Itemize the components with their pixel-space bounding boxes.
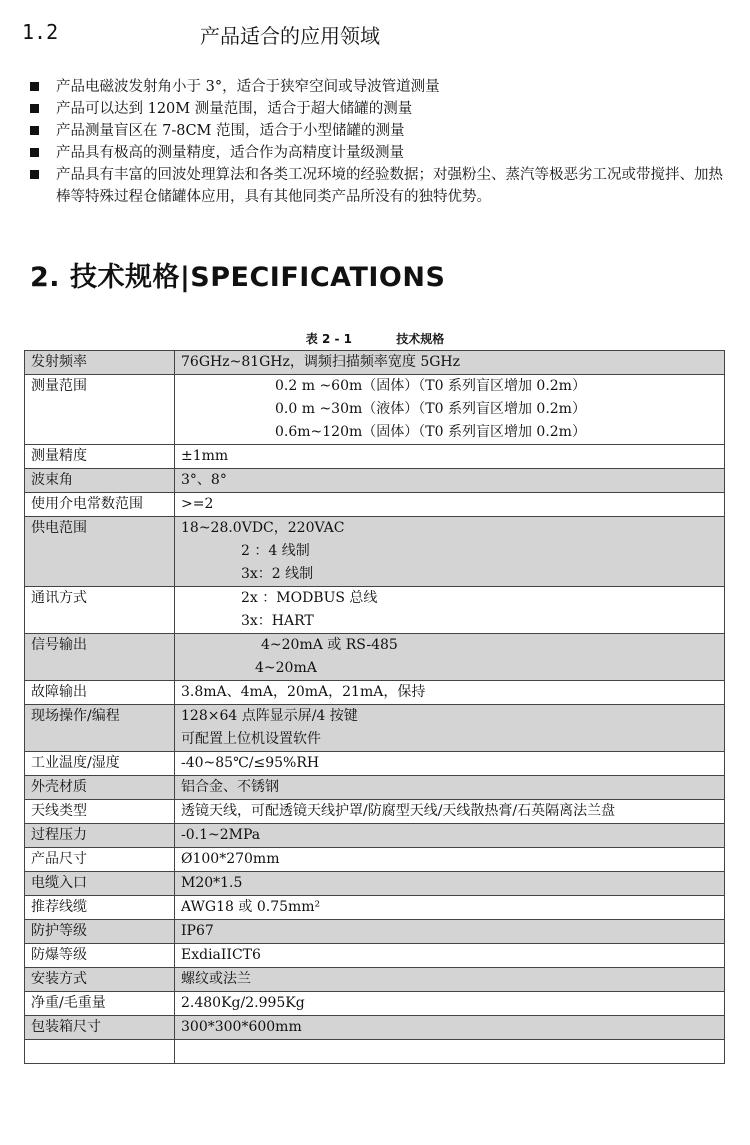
spec-value: 铝合金、不锈钢 — [175, 776, 725, 800]
table-caption-number: 表 2 - 1 — [305, 332, 352, 346]
spec-value: -40~85℃/≤95%RH — [175, 752, 725, 776]
spec-label: 通讯方式 — [25, 587, 175, 634]
spec-label: 供电范围 — [25, 517, 175, 587]
spec-label: 发射频率 — [25, 351, 175, 375]
table-row — [25, 493, 725, 517]
spec-label: 测量精度 — [25, 445, 175, 469]
spec-value: 128×64 点阵显示屏/4 按键 可配置上位机设置软件 — [175, 705, 725, 752]
table-row — [25, 992, 725, 1016]
spec-value: 3°、8° — [175, 469, 725, 493]
table-row — [25, 445, 725, 469]
spec-value: -0.1~2MPa — [175, 824, 725, 848]
spec-value: >=2 — [175, 493, 725, 517]
table-row — [25, 351, 725, 375]
table-row — [25, 681, 725, 705]
table-row — [25, 968, 725, 992]
table-row-empty — [25, 1040, 725, 1064]
section-number: 1.2 — [22, 20, 59, 44]
square-bullet-icon — [30, 104, 39, 113]
bullet-item: 产品具有极高的测量精度，适合作为高精度计量级测量 — [30, 142, 735, 164]
table-row — [25, 705, 725, 752]
section-1-2-heading — [22, 20, 742, 50]
square-bullet-icon — [30, 82, 39, 91]
specifications-table — [24, 350, 725, 1064]
spec-label: 产品尺寸 — [25, 848, 175, 872]
spec-label: 测量范围 — [25, 375, 175, 445]
spec-label: 使用介电常数范围 — [25, 493, 175, 517]
bullet-item: 产品具有丰富的回波处理算法和各类工况环境的经验数据；对强粉尘、蒸汽等极恶劣工况或带搅拌、加热棒等特殊过程仓储罐体应用，具有其他同类产品所没有的独特优势。 — [30, 164, 735, 208]
spec-value: 透镜天线，可配透镜天线护罩/防腐型天线/天线散热膏/石英隔离法兰盘 — [175, 800, 725, 824]
spec-label: 工业温度/湿度 — [25, 752, 175, 776]
table-row — [25, 944, 725, 968]
spec-value: 2x ：MODBUS 总线 3x：HART — [175, 587, 725, 634]
table-row — [25, 375, 725, 445]
table-row — [25, 634, 725, 681]
spec-label: 推荐线缆 — [25, 896, 175, 920]
spec-label: 电缆入口 — [25, 872, 175, 896]
bullet-item: 产品电磁波发射角小于 3°，适合于狭窄空间或导波管道测量 — [30, 76, 735, 98]
table-row — [25, 920, 725, 944]
spec-label: 包装箱尺寸 — [25, 1016, 175, 1040]
square-bullet-icon — [30, 126, 39, 135]
spec-value: AWG18 或 0.75mm² — [175, 896, 725, 920]
table-row — [25, 896, 725, 920]
spec-value: 2.480Kg/2.995Kg — [175, 992, 725, 1016]
spec-label: 防护等级 — [25, 920, 175, 944]
table-row — [25, 824, 725, 848]
table-row — [25, 1016, 725, 1040]
spec-value: 3.8mA、4mA，20mA，21mA，保持 — [175, 681, 725, 705]
spec-value: M20*1.5 — [175, 872, 725, 896]
spec-label: 信号输出 — [25, 634, 175, 681]
spec-label — [25, 1040, 175, 1064]
spec-value: 0.2 m ~60m（固体）（T0 系列盲区增加 0.2m） 0.0 m ~30m（液体）（T0 系列盲区增加 0.2m） 0.6m~120m（固体）（T0 系列盲区增加 0.2m） — [175, 375, 725, 445]
section-title: 产品适合的应用领域 — [200, 24, 380, 48]
spec-label: 防爆等级 — [25, 944, 175, 968]
spec-label: 净重/毛重量 — [25, 992, 175, 1016]
table-row — [25, 776, 725, 800]
spec-label: 波束角 — [25, 469, 175, 493]
spec-value: 4~20mA 或 RS-485 4~20mA — [175, 634, 725, 681]
square-bullet-icon — [30, 170, 39, 179]
table-caption-title: 技术规格 — [396, 332, 445, 346]
spec-label: 外壳材质 — [25, 776, 175, 800]
spec-label: 天线类型 — [25, 800, 175, 824]
spec-value — [175, 1040, 725, 1064]
spec-value: ±1mm — [175, 445, 725, 469]
specifications-heading: 2. 技术规格|SPECIFICATIONS — [30, 262, 446, 293]
spec-label: 过程压力 — [25, 824, 175, 848]
table-caption — [0, 330, 750, 347]
spec-value: Ø100*270mm — [175, 848, 725, 872]
table-row — [25, 848, 725, 872]
table-row — [25, 752, 725, 776]
square-bullet-icon — [30, 148, 39, 157]
spec-value: IP67 — [175, 920, 725, 944]
spec-label: 安装方式 — [25, 968, 175, 992]
spec-value: ExdiaIICT6 — [175, 944, 725, 968]
spec-value: 76GHz~81GHz，调频扫描频率宽度 5GHz — [175, 351, 725, 375]
bullet-item: 产品可以达到 120M 测量范围，适合于超大储罐的测量 — [30, 98, 735, 120]
spec-value: 300*300*600mm — [175, 1016, 725, 1040]
spec-value: 18~28.0VDC，220VAC 2 ：4 线制 3x：2 线制 — [175, 517, 725, 587]
spec-value: 螺纹或法兰 — [175, 968, 725, 992]
table-row — [25, 517, 725, 587]
table-row — [25, 800, 725, 824]
table-row — [25, 587, 725, 634]
application-bullet-list — [30, 76, 735, 208]
bullet-item: 产品测量盲区在 7-8CM 范围，适合于小型储罐的测量 — [30, 120, 735, 142]
spec-label: 现场操作/编程 — [25, 705, 175, 752]
spec-label: 故障输出 — [25, 681, 175, 705]
table-row — [25, 872, 725, 896]
table-row — [25, 469, 725, 493]
